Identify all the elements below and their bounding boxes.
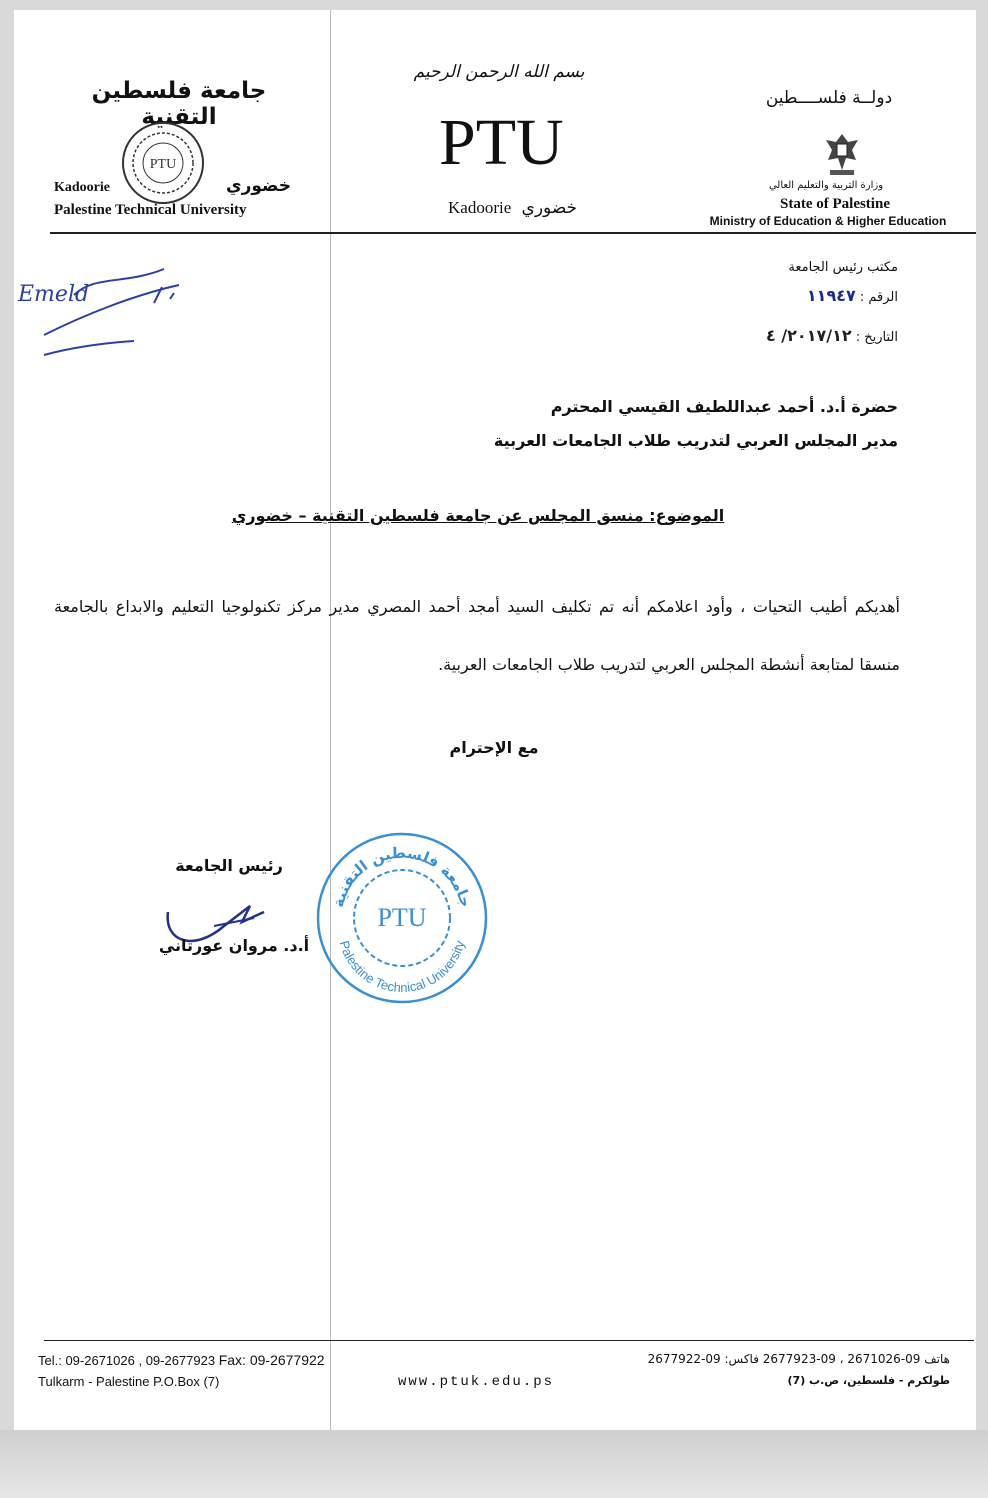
letter-body: أهديكم أطيب التحيات ، وأود اعلامكم أنه تم تكليف السيد أمجد أحمد المصري مدير مركز تكنولوجيا التعليم والابداع بالجامعة منسقا لمتابعة أنشطة المجلس العربي لتدريب طلاب الجامعات العربية.	[54, 597, 900, 674]
footer-address-ar: طولكرم - فلسطين، ص.ب (7)	[787, 1374, 950, 1387]
scan-margin	[0, 1430, 988, 1498]
university-name-ar: جامعة فلسطين التقنية	[91, 78, 267, 130]
footer-tel: Tel.: 09-2671026 , 09-2677923	[38, 1353, 216, 1368]
ministry-name-en: Ministry of Education & Higher Education	[709, 214, 947, 228]
university-kadoorie-ar: خضوري	[226, 176, 292, 196]
addressee-block	[314, 390, 898, 458]
footer-tel-en	[38, 1352, 325, 1368]
reference-date-value: ٢٠١٧/١٢/ ٤	[765, 326, 852, 345]
stamp-text-en: Palestine Technical University	[336, 938, 468, 996]
footer-website: www.ptuk.edu.ps	[398, 1374, 555, 1390]
addressee-line-1: حضرة أ.د. أحمد عبداللطيف القيسي المحترم	[550, 397, 898, 416]
university-stamp	[312, 828, 492, 1008]
logo-sub-ar: خضوري	[521, 198, 578, 217]
logo-sub-en: Kadoorie	[448, 198, 512, 217]
footer-tel-ar: هاتف 09-2671026 ، 09-2677923 فاكس: 09-2677922	[647, 1352, 950, 1366]
addressee-line-2: مدير المجلس العربي لتدريب طلاب الجامعات العربية	[493, 431, 898, 450]
university-kadoorie-en: Kadoorie	[54, 180, 110, 195]
university-seal-icon	[118, 118, 208, 208]
reference-number-label: الرقم :	[859, 290, 898, 305]
logo-subtitle	[442, 198, 577, 218]
header-divider	[50, 232, 976, 234]
signatory-name: أ.د. مروان عورتاني	[158, 936, 310, 955]
university-name-en: Palestine Technical University	[54, 202, 247, 218]
svg-text:PTU: PTU	[149, 157, 177, 172]
footer-fax: Fax: 09-2677922	[218, 1352, 325, 1368]
state-name-en: State of Palestine	[780, 196, 890, 212]
closing-phrase: مع الإحترام	[449, 738, 539, 757]
stamp-center: PTU	[377, 903, 427, 932]
basmala: بسم الله الرحمن الرحيم	[413, 62, 585, 82]
scan-fold-line	[330, 10, 331, 1430]
office-label: مكتب رئيس الجامعة	[788, 260, 898, 275]
stamp-text-ar: جامعة فلسطين التقنية	[329, 843, 475, 910]
palestine-eagle-emblem-icon	[822, 130, 862, 178]
footer-divider	[44, 1340, 974, 1341]
ministry-name-ar: وزارة التربية والتعليم العالي	[768, 180, 884, 191]
reference-date-label: التاريخ :	[855, 330, 898, 345]
handwritten-note	[14, 255, 234, 365]
reference-date	[664, 326, 898, 345]
state-name-ar: دولــة فلســــطين	[765, 88, 893, 108]
handwritten-note-text: Emeld	[18, 282, 90, 307]
letter-page	[14, 10, 976, 1430]
svg-text:جامعة فلسطين التقنية	[329, 844, 475, 909]
signatory-title: رئيس الجامعة	[175, 856, 283, 875]
reference-number-value: ١١٩٤٧	[806, 286, 856, 305]
ptu-logo: PTU	[439, 106, 564, 179]
subject-line: الموضوع: منسق المجلس عن جامعة فلسطين التقنية – خضوري	[231, 506, 725, 525]
reference-number	[714, 286, 898, 305]
footer-address-en: Tulkarm - Palestine P.O.Box (7)	[38, 1374, 220, 1389]
